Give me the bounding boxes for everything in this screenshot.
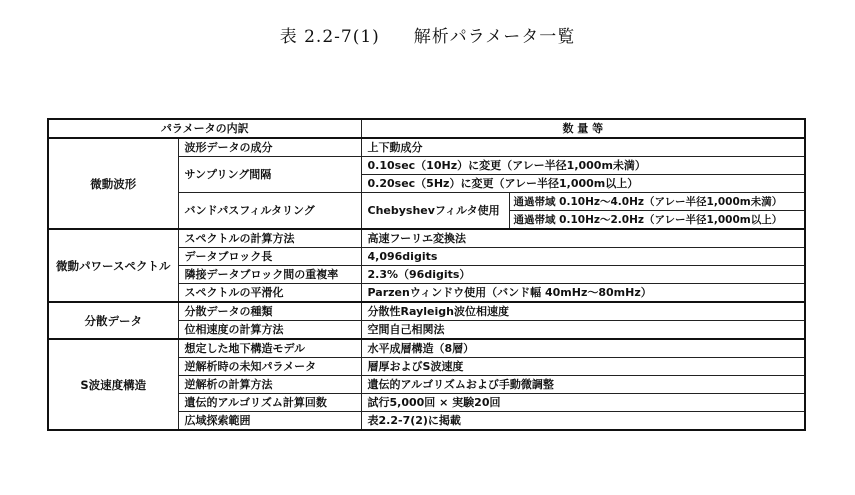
item-cell: 想定した地下構造モデル [178, 339, 361, 358]
value-cell: 高速フーリエ変換法 [361, 229, 805, 248]
parameter-table [47, 118, 806, 431]
value-cell: 0.20sec（5Hz）に変更（アレー半径1,000m以上） [361, 175, 805, 193]
item-cell: 位相速度の計算方法 [178, 321, 361, 340]
item-cell: スペクトルの計算方法 [178, 229, 361, 248]
table-row [48, 339, 805, 358]
table-title: 解析パラメータ一覧 [413, 27, 576, 47]
value-cell: Parzenウィンドウ使用（バンド幅 40mHz～80mHz） [361, 284, 805, 303]
header-value: 数 量 等 [361, 119, 805, 138]
table-row [48, 302, 805, 321]
item-cell: 分散データの種類 [178, 302, 361, 321]
category-cell: 微動波形 [48, 138, 178, 229]
item-cell: 遺伝的アルゴリズム計算回数 [178, 394, 361, 412]
item-cell: サンプリング間隔 [178, 157, 361, 193]
item-cell: バンドパスフィルタリング [178, 193, 361, 230]
value-cell: 4,096digits [361, 248, 805, 266]
value-cell: 水平成層構造（8層） [361, 339, 805, 358]
page-title [0, 22, 855, 47]
item-cell: 逆解析の計算方法 [178, 376, 361, 394]
item-cell: 隣接データブロック間の重複率 [178, 266, 361, 284]
value-cell: 上下動成分 [361, 138, 805, 157]
table-row [48, 138, 805, 157]
value-cell: 空間自己相関法 [361, 321, 805, 340]
value-cell: 層厚およびS波速度 [361, 358, 805, 376]
table-header-row [48, 119, 805, 138]
category-cell: 分散データ [48, 302, 178, 339]
item-cell: 波形データの成分 [178, 138, 361, 157]
passband-cell: 通過帯域 0.10Hz～4.0Hz（アレー半径1,000m未満） [509, 193, 805, 211]
header-param: パラメータの内訳 [48, 119, 361, 138]
value-cell: 0.10sec（10Hz）に変更（アレー半径1,000m未満） [361, 157, 805, 175]
table-number: 表 2.2-7(1) [279, 27, 380, 47]
value-cell: 表2.2-7(2)に掲載 [361, 412, 805, 431]
value-cell: 試行5,000回 × 実験20回 [361, 394, 805, 412]
item-cell: 広域探索範囲 [178, 412, 361, 431]
item-cell: データブロック長 [178, 248, 361, 266]
category-cell: S波速度構造 [48, 339, 178, 430]
value-cell: 遺伝的アルゴリズムおよび手動微調整 [361, 376, 805, 394]
value-cell: Chebyshevフィルタ使用 [361, 193, 509, 230]
item-cell: スペクトルの平滑化 [178, 284, 361, 303]
value-cell: 分散性Rayleigh波位相速度 [361, 302, 805, 321]
item-cell: 逆解析時の未知パラメータ [178, 358, 361, 376]
category-cell: 微動パワースペクトル [48, 229, 178, 302]
table-row [48, 229, 805, 248]
passband-cell: 通過帯域 0.10Hz～2.0Hz（アレー半径1,000m以上） [509, 211, 805, 230]
value-cell: 2.3%（96digits） [361, 266, 805, 284]
